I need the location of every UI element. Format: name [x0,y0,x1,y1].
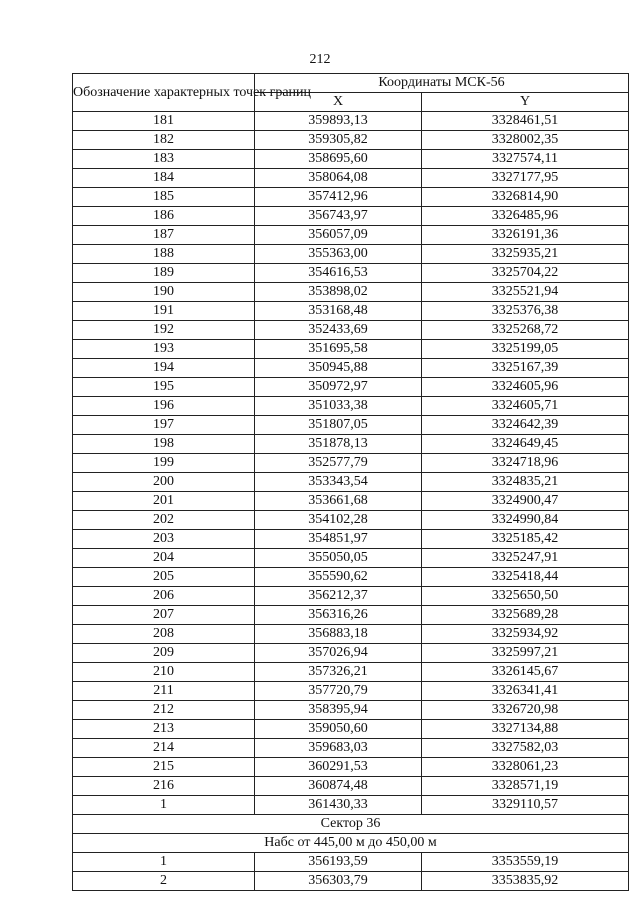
y-cell: 3327177,95 [422,169,629,188]
table-row [73,644,629,663]
point-cell: 188 [73,245,255,264]
point-cell: 187 [73,226,255,245]
table-row [73,340,629,359]
y-cell: 3325167,39 [422,359,629,378]
x-cell: 356193,59 [255,853,422,872]
table-row [73,188,629,207]
point-cell: 208 [73,625,255,644]
point-cell: 185 [73,188,255,207]
table-row [73,549,629,568]
x-cell: 357326,21 [255,663,422,682]
height-row [73,834,629,853]
table-row [73,796,629,815]
x-cell: 359050,60 [255,720,422,739]
point-cell: 205 [73,568,255,587]
x-cell: 359893,13 [255,112,422,131]
table-row [73,511,629,530]
x-cell: 358695,60 [255,150,422,169]
point-cell: 197 [73,416,255,435]
point-cell: 1 [73,853,255,872]
y-cell: 3325997,21 [422,644,629,663]
y-cell: 3328461,51 [422,112,629,131]
sector-section [73,815,629,853]
table-row [73,150,629,169]
table-row [73,454,629,473]
table-row [73,872,629,891]
point-cell: 202 [73,511,255,530]
x-cell: 353898,02 [255,283,422,302]
point-cell: 1 [73,796,255,815]
y-cell: 3327574,11 [422,150,629,169]
point-cell: 196 [73,397,255,416]
x-cell: 356743,97 [255,207,422,226]
point-cell: 203 [73,530,255,549]
x-cell: 350972,97 [255,378,422,397]
table-row [73,587,629,606]
x-cell: 353168,48 [255,302,422,321]
coordinates-table [72,73,629,891]
table-row [73,739,629,758]
y-cell: 3328061,23 [422,758,629,777]
table-row [73,492,629,511]
x-cell: 354616,53 [255,264,422,283]
point-cell: 189 [73,264,255,283]
x-cell: 351878,13 [255,435,422,454]
point-cell: 207 [73,606,255,625]
x-cell: 354102,28 [255,511,422,530]
height-label: Набс от 445,00 м до 450,00 м [73,834,629,853]
y-cell: 3326341,41 [422,682,629,701]
table-row [73,131,629,150]
x-cell: 356303,79 [255,872,422,891]
table-row [73,568,629,587]
table-row [73,378,629,397]
x-cell: 355363,00 [255,245,422,264]
y-cell: 3325934,92 [422,625,629,644]
y-cell: 3327582,03 [422,739,629,758]
table-header [73,74,629,112]
table-row [73,302,629,321]
y-cell: 3325650,50 [422,587,629,606]
table-row [73,853,629,872]
point-cell: 181 [73,112,255,131]
header-coordinates: Координаты МСК-56 [255,74,629,93]
table-row [73,226,629,245]
x-cell: 358395,94 [255,701,422,720]
x-cell: 357412,96 [255,188,422,207]
y-cell: 3325689,28 [422,606,629,625]
point-cell: 194 [73,359,255,378]
point-cell: 193 [73,340,255,359]
x-cell: 360291,53 [255,758,422,777]
table-row [73,283,629,302]
point-cell: 216 [73,777,255,796]
table-row [73,606,629,625]
header-y: Y [422,93,629,112]
x-cell: 357026,94 [255,644,422,663]
table-row [73,720,629,739]
point-cell: 198 [73,435,255,454]
x-cell: 360874,48 [255,777,422,796]
point-cell: 2 [73,872,255,891]
point-cell: 191 [73,302,255,321]
x-cell: 353661,68 [255,492,422,511]
x-cell: 356212,37 [255,587,422,606]
table-body-sector [73,853,629,891]
table-row [73,758,629,777]
table-row [73,416,629,435]
point-cell: 186 [73,207,255,226]
table-row [73,701,629,720]
y-cell: 3324835,21 [422,473,629,492]
point-cell: 182 [73,131,255,150]
y-cell: 3325185,42 [422,530,629,549]
y-cell: 3328571,19 [422,777,629,796]
x-cell: 355050,05 [255,549,422,568]
point-cell: 195 [73,378,255,397]
table-row [73,625,629,644]
y-cell: 3326814,90 [422,188,629,207]
y-cell: 3325704,22 [422,264,629,283]
table-row [73,359,629,378]
y-cell: 3324605,71 [422,397,629,416]
y-cell: 3326145,67 [422,663,629,682]
point-cell: 210 [73,663,255,682]
table-row [73,397,629,416]
y-cell: 3324718,96 [422,454,629,473]
y-cell: 3353559,19 [422,853,629,872]
header-x: X [255,93,422,112]
y-cell: 3324642,39 [422,416,629,435]
x-cell: 356883,18 [255,625,422,644]
table-row [73,245,629,264]
table-row [73,264,629,283]
y-cell: 3325418,44 [422,568,629,587]
point-cell: 204 [73,549,255,568]
point-cell: 192 [73,321,255,340]
point-cell: 209 [73,644,255,663]
y-cell: 3326191,36 [422,226,629,245]
x-cell: 356057,09 [255,226,422,245]
point-cell: 183 [73,150,255,169]
table-row [73,777,629,796]
y-cell: 3328002,35 [422,131,629,150]
y-cell: 3324990,84 [422,511,629,530]
x-cell: 350945,88 [255,359,422,378]
x-cell: 358064,08 [255,169,422,188]
x-cell: 357720,79 [255,682,422,701]
point-cell: 214 [73,739,255,758]
x-cell: 351033,38 [255,397,422,416]
x-cell: 352577,79 [255,454,422,473]
y-cell: 3329110,57 [422,796,629,815]
table-row [73,530,629,549]
table-row [73,112,629,131]
table-row [73,169,629,188]
point-cell: 201 [73,492,255,511]
point-cell: 199 [73,454,255,473]
sector-label: Сектор 36 [73,815,629,834]
header-points: Обозначение характерных точек границ [73,74,255,112]
x-cell: 359683,03 [255,739,422,758]
y-cell: 3325268,72 [422,321,629,340]
x-cell: 351695,58 [255,340,422,359]
x-cell: 356316,26 [255,606,422,625]
page-number: 212 [309,52,331,67]
x-cell: 355590,62 [255,568,422,587]
y-cell: 3325376,38 [422,302,629,321]
table-row [73,663,629,682]
y-cell: 3324900,47 [422,492,629,511]
x-cell: 352433,69 [255,321,422,340]
table-body [73,112,629,815]
y-cell: 3325521,94 [422,283,629,302]
table-row [73,435,629,454]
x-cell: 361430,33 [255,796,422,815]
point-cell: 212 [73,701,255,720]
y-cell: 3325935,21 [422,245,629,264]
y-cell: 3326720,98 [422,701,629,720]
y-cell: 3326485,96 [422,207,629,226]
table-row [73,207,629,226]
y-cell: 3327134,88 [422,720,629,739]
y-cell: 3325247,91 [422,549,629,568]
table-row [73,473,629,492]
point-cell: 211 [73,682,255,701]
point-cell: 215 [73,758,255,777]
point-cell: 213 [73,720,255,739]
point-cell: 184 [73,169,255,188]
sector-row [73,815,629,834]
point-cell: 200 [73,473,255,492]
x-cell: 359305,82 [255,131,422,150]
x-cell: 351807,05 [255,416,422,435]
point-cell: 206 [73,587,255,606]
x-cell: 353343,54 [255,473,422,492]
x-cell: 354851,97 [255,530,422,549]
y-cell: 3324649,45 [422,435,629,454]
y-cell: 3324605,96 [422,378,629,397]
y-cell: 3325199,05 [422,340,629,359]
table-row [73,321,629,340]
table-row [73,682,629,701]
y-cell: 3353835,92 [422,872,629,891]
point-cell: 190 [73,283,255,302]
